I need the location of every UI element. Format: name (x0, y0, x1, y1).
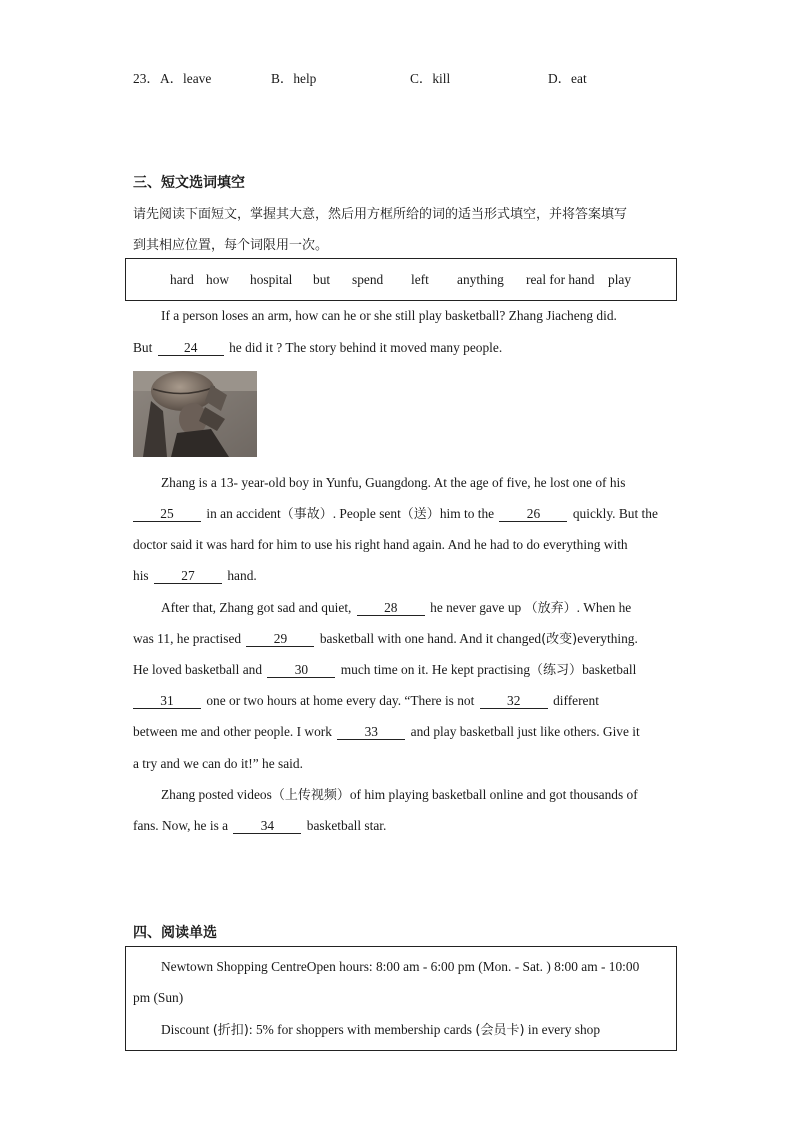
passage-line (133, 631, 638, 648)
basketball-player-photo (133, 371, 257, 457)
blank-31[interactable]: 31 (133, 694, 201, 709)
passage-line: doctor said it was hard for him to use his right hand again. And he had to do everything with (133, 537, 628, 552)
text-run: basketball (582, 662, 637, 677)
text-run: But (133, 340, 153, 355)
word-bank-item: left (411, 272, 429, 287)
text-run: （上传视频） (271, 788, 350, 803)
text-run: much time on it. He kept practising (340, 662, 531, 677)
text-run: (会员卡) (475, 1023, 525, 1038)
text-run: in every shop (527, 1022, 601, 1037)
blank-33[interactable]: 33 (337, 725, 405, 740)
notice-line (161, 1022, 600, 1039)
text-run: basketball with one hand. And it changed (319, 631, 542, 646)
blank-24[interactable]: 24 (158, 341, 224, 356)
text-run: everything. (577, 631, 638, 646)
passage-line (133, 506, 658, 523)
option-d: D．eat (548, 71, 587, 86)
text-run: him to the (439, 506, 495, 521)
text-run: （送） (400, 507, 440, 522)
passage-line (133, 662, 636, 679)
passage-line (133, 693, 599, 709)
section-3-heading: 三、短文选词填空 (133, 175, 245, 191)
notice-line: Newtown Shopping CentreOpen hours: 8:00 am - 6:00 pm (Mon. - Sat. ) 8:00 am - 10:00 (161, 959, 640, 974)
passage-line: a try and we can do it!” he said. (133, 756, 303, 771)
text-run: one or two hours at home every day. “There is not (206, 693, 475, 708)
text-run: of him playing basketball online and got thousands of (349, 787, 638, 802)
passage-line: Zhang is a 13- year-old boy in Yunfu, Guangdong. At the age of five, he lost one of his (161, 475, 626, 490)
passage-line (133, 818, 386, 834)
text-run: : 5% for shoppers with membership cards (248, 1022, 473, 1037)
text-run: （练习） (530, 663, 583, 678)
blank-32[interactable]: 32 (480, 694, 548, 709)
photo-graphic (133, 371, 257, 457)
blank-26[interactable]: 26 (499, 507, 567, 522)
word-bank-item: play (608, 272, 632, 287)
passage-line (133, 724, 640, 740)
word-bank-item: how (206, 272, 230, 287)
word-bank-item: spend (352, 272, 384, 287)
question-number: 23． (133, 71, 160, 86)
text-run: He loved basketball and (133, 662, 263, 677)
passage-line (133, 568, 257, 584)
blank-28[interactable]: 28 (357, 601, 425, 616)
text-run: was 11, he practised (133, 631, 242, 646)
word-bank-item: but (313, 272, 331, 287)
instruction-line-1: 请先阅读下面短文，掌握其大意，然后用方框所给的词的适当形式填空，并将答案填写 (133, 207, 628, 222)
option-a: A．leave (160, 71, 212, 86)
text-run: he did it ? The story behind it moved many people. (229, 340, 503, 355)
text-run: (折扣) (212, 1023, 249, 1038)
option-c: C．kill (410, 71, 451, 86)
text-run: After that, Zhang got sad and quiet, (161, 600, 352, 615)
text-run: . People sent (332, 506, 401, 521)
word-bank-item: real for hand (526, 272, 595, 287)
text-run: quickly. But the (572, 506, 658, 521)
passage-line: If a person loses an arm, how can he or she still play basketball? Zhang Jiacheng did. (161, 308, 617, 323)
option-b: B．help (271, 71, 317, 86)
word-bank-item: anything (457, 272, 504, 287)
blank-30[interactable]: 30 (267, 663, 335, 678)
text-run: . When he (576, 600, 632, 615)
blank-25[interactable]: 25 (133, 507, 201, 522)
text-run: （事故） (280, 507, 333, 522)
word-bank-item: hospital (250, 272, 293, 287)
blank-34[interactable]: 34 (233, 819, 301, 834)
text-run: different (553, 693, 599, 708)
text-run: his (133, 568, 149, 583)
notice-line: pm (Sun) (133, 990, 184, 1005)
passage-line (133, 340, 502, 356)
text-run: (改变) (541, 632, 578, 647)
text-run: Discount (161, 1022, 210, 1037)
text-run: he never gave up (430, 600, 522, 615)
passage-line (161, 600, 631, 617)
text-run: basketball star. (306, 818, 387, 833)
blank-27[interactable]: 27 (154, 569, 222, 584)
blank-29[interactable]: 29 (246, 632, 314, 647)
text-run: and play basketball just like others. Give it (410, 724, 640, 739)
text-run: in an accident (206, 506, 281, 521)
text-run: hand. (227, 568, 257, 583)
text-run: fans. Now, he is a (133, 818, 229, 833)
text-run: between me and other people. I work (133, 724, 332, 739)
instruction-line-2: 到其相应位置，每个词限用一次。 (133, 238, 329, 253)
word-bank-item: hard (170, 272, 194, 287)
section-4-heading: 四、阅读单选 (133, 925, 217, 941)
passage-line (161, 787, 638, 804)
text-run: （放弃） (524, 601, 577, 616)
text-run: Zhang posted videos (161, 787, 272, 802)
